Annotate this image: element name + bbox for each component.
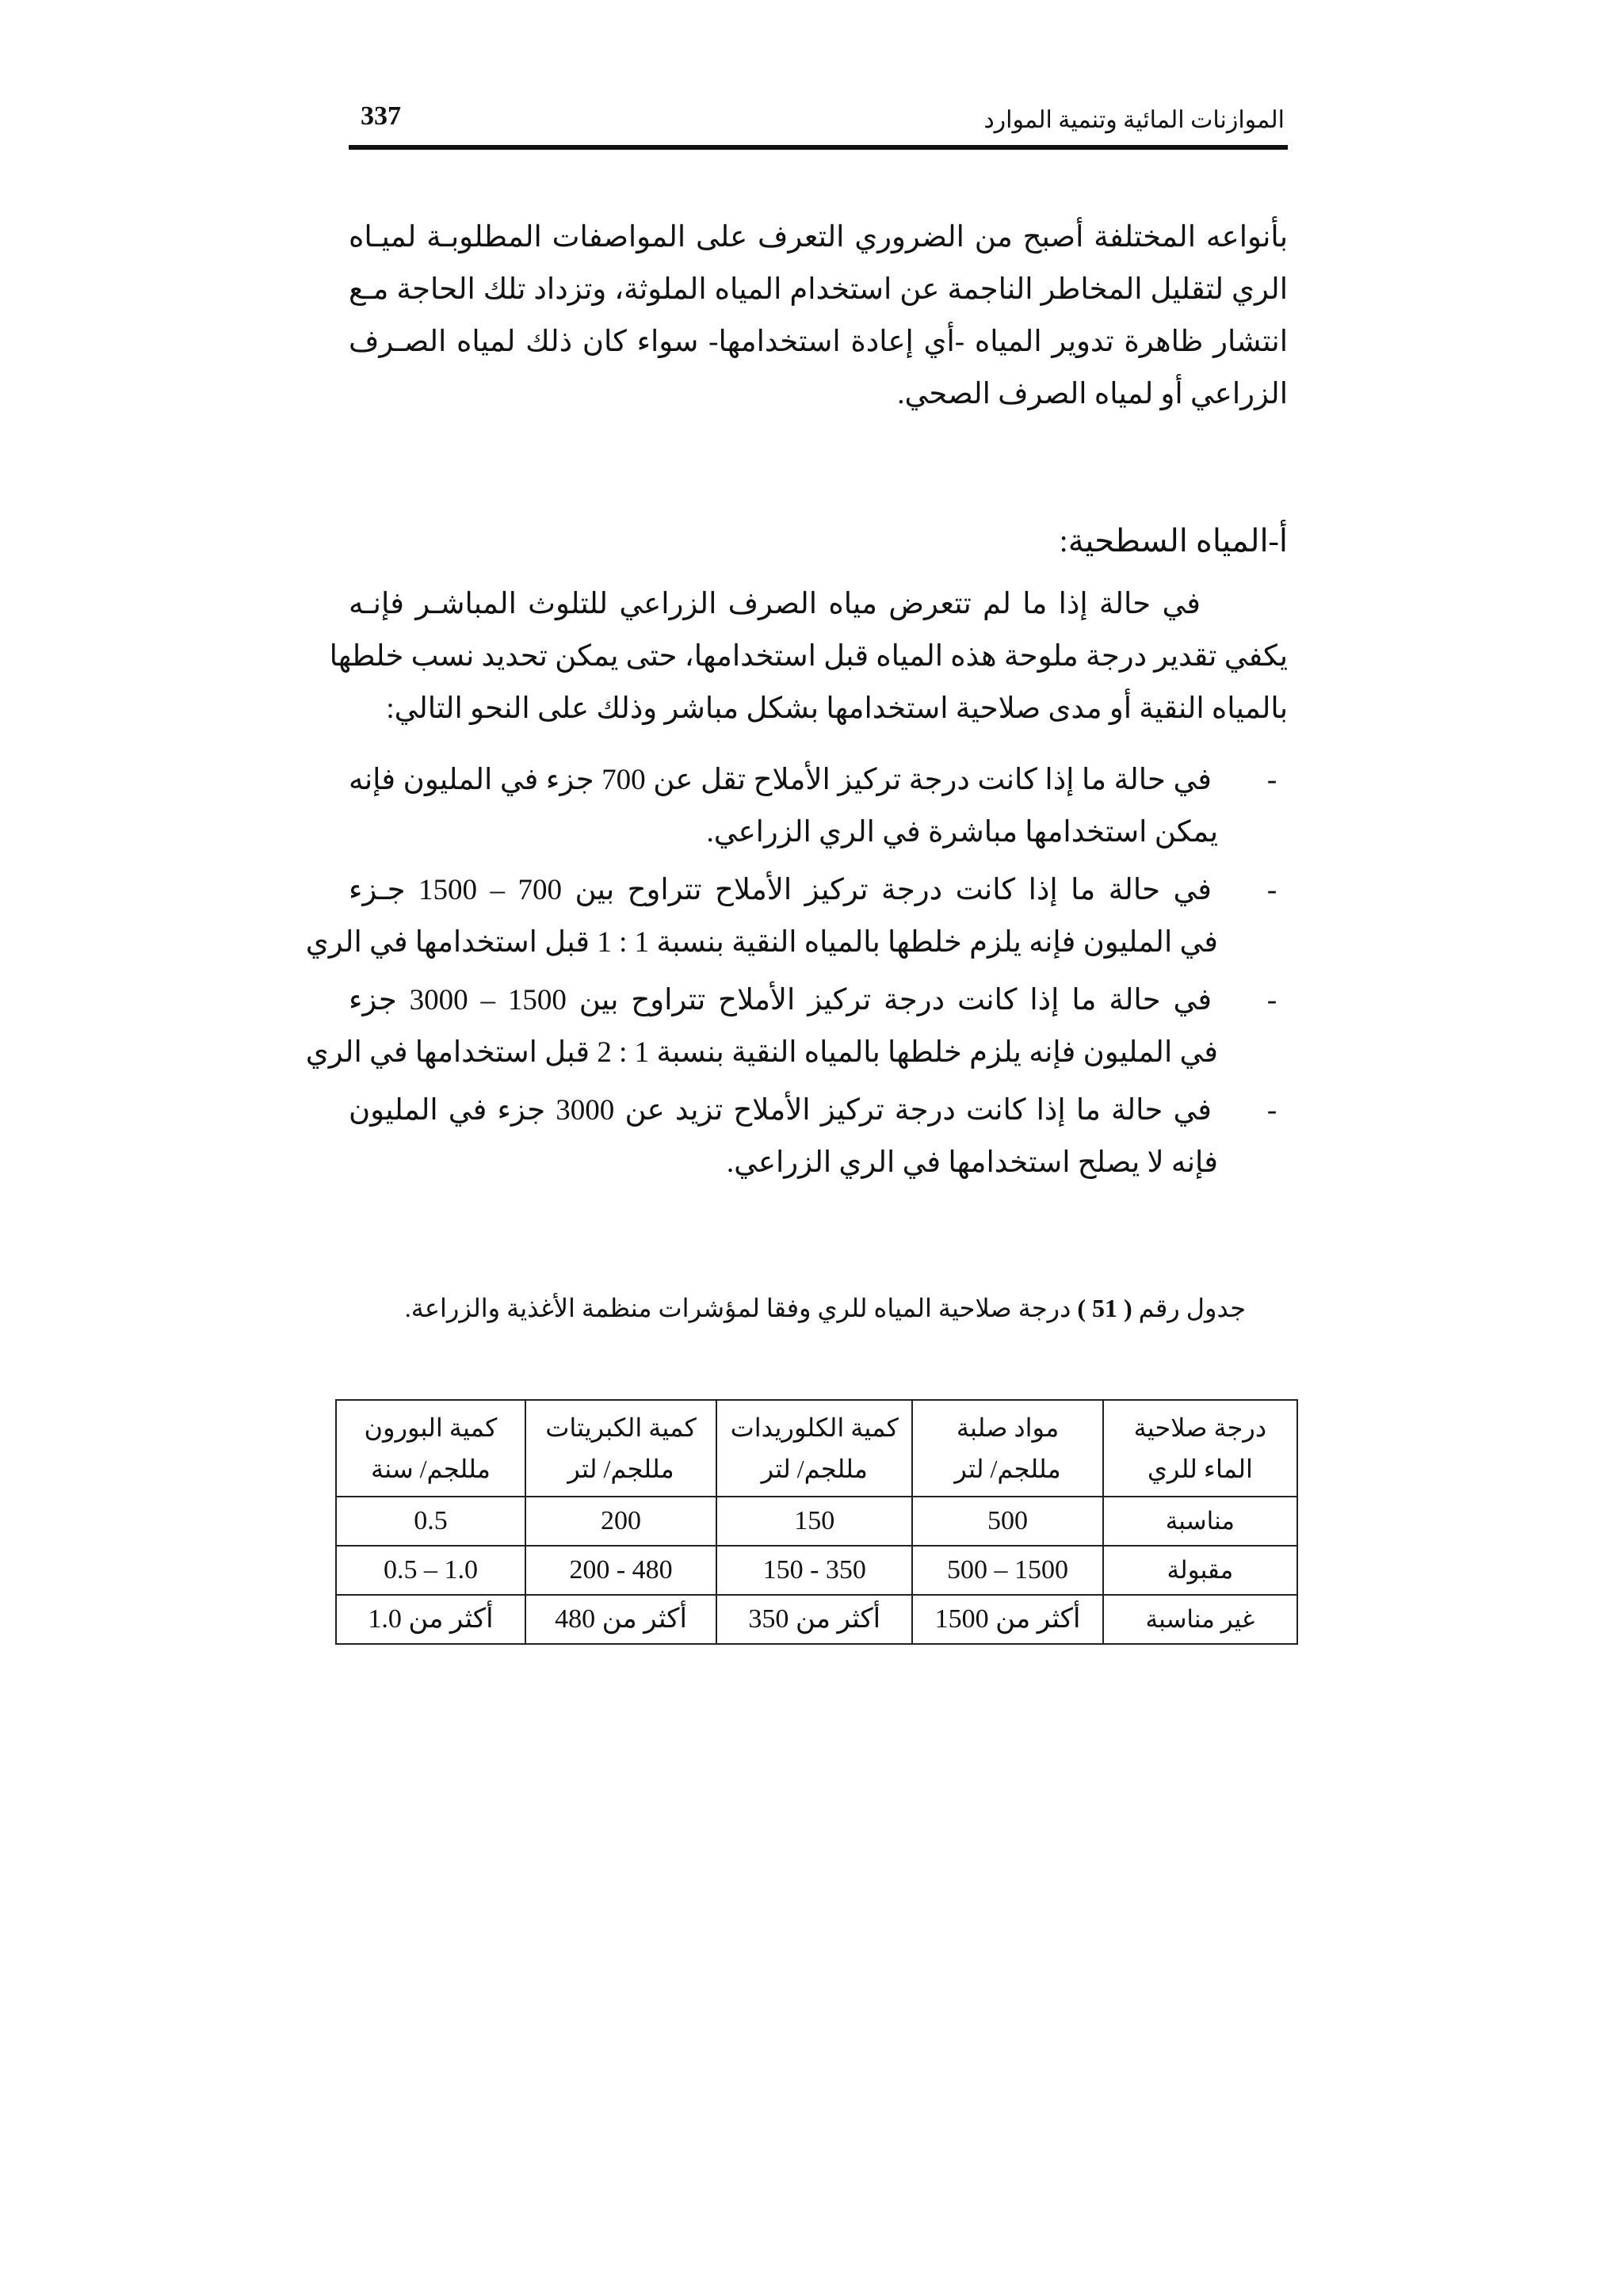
table-cell: 200 <box>525 1497 716 1546</box>
table-cell: 200 - 480 <box>525 1546 716 1595</box>
list-item-line: في حالة ما إذا كانت درجة تركيز الأملاح تتراوح بين 1500 – 3000 جزء <box>349 984 1212 1016</box>
list-item-text <box>305 974 1218 1079</box>
paragraph-line: الري لتقليل المخاطر الناجمة عن استخدام المياه الملوثة، وتزداد تلك الحاجة مـع <box>349 273 1288 306</box>
table-cell: 0.5 <box>336 1497 525 1546</box>
salinity-criteria-list <box>305 754 1288 1195</box>
column-header-line: مللجم/ لتر <box>761 1455 868 1483</box>
column-header-solids <box>912 1400 1102 1497</box>
table-cell: 500 – 1500 <box>912 1546 1102 1595</box>
list-item-line: في حالة ما إذا كانت درجة تركيز الأملاح تتراوح بين 700 – 1500 جـزء <box>349 874 1212 906</box>
column-header-line: مواد صلبة <box>956 1413 1060 1442</box>
water-suitability-table <box>335 1399 1298 1645</box>
table-caption-title: درجة صلاحية المياه للري وفقا لمؤشرات منظمة الأغذية والزراعة. <box>404 1294 1071 1322</box>
bullet-dash: - <box>1266 1094 1277 1127</box>
column-header-line: مللجم/ لتر <box>567 1455 674 1483</box>
table-caption <box>405 1293 1246 1323</box>
table-cell-suitability: مناسبة <box>1103 1497 1297 1546</box>
column-header-line: كمية الكلوريدات <box>730 1413 899 1442</box>
column-header-line: كمية الكبريتات <box>545 1413 697 1442</box>
list-item <box>305 864 1288 969</box>
paragraph-line: في حالة إذا ما لم تتعرض مياه الصرف الزراعي للتلوث المباشـر فإنـه <box>349 588 1201 620</box>
list-item-line: في المليون فإنه يلزم خلطها بالمياه النقية بنسبة 1 : 2 قبل استخدامها في الري <box>305 1036 1218 1069</box>
table-row <box>336 1497 1297 1546</box>
list-item-line: في حالة ما إذا كانت درجة تركيز الأملاح تقل عن 700 جزء في المليون فإنه <box>349 764 1212 796</box>
column-header-sulfates <box>525 1400 716 1497</box>
table-header-row <box>336 1400 1297 1497</box>
running-title: الموازنات المائية وتنمية الموارد <box>983 107 1285 133</box>
column-header-line: درجة صلاحية <box>1133 1413 1267 1442</box>
surface-water-paragraph <box>329 578 1288 735</box>
table-caption-label: جدول رقم <box>1138 1294 1246 1322</box>
column-header-line: مللجم/ سنة <box>371 1455 491 1483</box>
table-row <box>336 1546 1297 1595</box>
list-item-text <box>305 864 1218 969</box>
column-header-chlorides <box>716 1400 912 1497</box>
intro-paragraph <box>349 212 1288 421</box>
bullet-dash: - <box>1266 874 1277 906</box>
paragraph-line: انتشار ظاهرة تدوير المياه -أي إعادة استخدامها- سواء كان ذلك لمياه الصـرف <box>349 326 1288 358</box>
table-number: ( 51 ) <box>1077 1294 1132 1322</box>
list-item-line: في حالة ما إذا كانت درجة تركيز الأملاح تزيد عن 3000 جزء في المليون <box>349 1094 1212 1127</box>
table-cell: 500 <box>912 1497 1102 1546</box>
paragraph-line: بالمياه النقية أو مدى صلاحية استخدامها بشكل مباشر وذلك على النحو التالي: <box>386 692 1288 725</box>
column-header-suitability <box>1103 1400 1297 1497</box>
table-cell: 150 - 350 <box>716 1546 912 1595</box>
header-rule <box>349 145 1288 150</box>
list-item-line: يمكن استخدامها مباشرة في الري الزراعي. <box>706 816 1218 849</box>
paragraph-line: بأنواعه المختلفة أصبح من الضروري التعرف على المواصفات المطلوبـة لميـاه <box>349 221 1288 254</box>
table-row <box>336 1595 1297 1644</box>
list-item-text <box>349 754 1218 859</box>
table-cell: أكثر من 1500 <box>912 1595 1102 1644</box>
list-item <box>349 1085 1288 1189</box>
bullet-dash: - <box>1266 984 1277 1016</box>
paragraph-line: الزراعي أو لمياه الصرف الصحي. <box>897 378 1288 410</box>
column-header-boron <box>336 1400 525 1497</box>
table-cell-suitability: غير مناسبة <box>1103 1595 1297 1644</box>
table-cell-suitability: مقبولة <box>1103 1546 1297 1595</box>
list-item-line: فإنه لا يصلح استخدامها في الري الزراعي. <box>726 1146 1218 1179</box>
paragraph-line: يكفي تقدير درجة ملوحة هذه المياه قبل استخدامها، حتى يمكن تحديد نسب خلطها <box>329 640 1288 673</box>
table-cell: أكثر من 350 <box>716 1595 912 1644</box>
table-cell: 0.5 – 1.0 <box>336 1546 525 1595</box>
list-item <box>349 754 1288 859</box>
column-header-line: كمية البورون <box>364 1413 498 1442</box>
table-cell: أكثر من 1.0 <box>336 1595 525 1644</box>
column-header-line: الماء للري <box>1147 1455 1253 1483</box>
column-header-line: مللجم/ لتر <box>954 1455 1061 1483</box>
list-item-line: في المليون فإنه يلزم خلطها بالمياه النقية بنسبة 1 : 1 قبل استخدامها في الري <box>305 926 1218 959</box>
table-cell: أكثر من 480 <box>525 1595 716 1644</box>
table-cell: 150 <box>716 1497 912 1546</box>
bullet-dash: - <box>1266 764 1277 796</box>
list-item-text <box>349 1085 1218 1189</box>
section-heading: أ-المياه السطحية: <box>1059 523 1288 559</box>
page-number: 337 <box>361 101 401 131</box>
list-item <box>305 974 1288 1079</box>
